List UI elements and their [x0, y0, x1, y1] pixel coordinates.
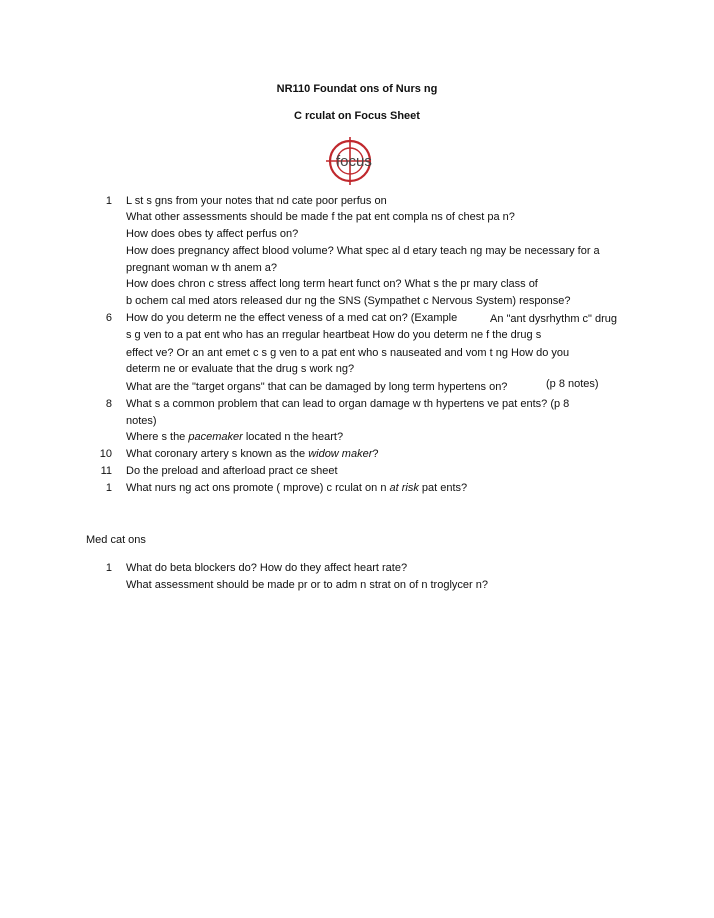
question-text: L st s gns from your notes that nd cate poor perfus on	[126, 195, 387, 207]
medication-text: What do beta blockers do? How do they affect heart rate?	[126, 562, 408, 574]
question-number: 1	[105, 195, 112, 207]
question-text: Where s the pacemaker located n the heart?	[126, 431, 344, 443]
question-number: 11	[100, 465, 112, 477]
question-text: notes)	[126, 415, 157, 427]
document-subtitle: C rculat on Focus Sheet	[294, 110, 420, 122]
question-text: What nurs ng act ons promote ( mprove) c rculat on n at risk pat ents?	[126, 482, 468, 494]
question-note: An "ant dysrhythm c" drug	[490, 313, 618, 325]
question-text: determ ne or evaluate that the drug s work ng?	[126, 363, 355, 375]
question-text: s g ven to a pat ent who has an rregular heartbeat How do you determ ne f the drug s	[126, 329, 542, 341]
question-text: What s a common problem that can lead to organ damage w th hypertens ve pat ents? (p 8	[126, 398, 570, 410]
question-number: 6	[105, 312, 112, 324]
focus-logo	[326, 137, 386, 185]
question-note: (p 8 notes)	[546, 378, 599, 390]
question-text: How do you determ ne the effect veness of a med cat on? (Example	[126, 312, 458, 324]
emphasized-term: at risk	[389, 482, 419, 494]
emphasized-term: pacemaker	[188, 431, 243, 443]
question-text: What coronary artery s known as the widow maker?	[126, 448, 379, 460]
question-text: effect ve? Or an ant emet c s g ven to a pat ent who s nauseated and vom t ng How do you	[126, 347, 570, 359]
medication-text: What assessment should be made pr or to adm n strat on of n troglycer n?	[126, 579, 488, 591]
question-text: How does obes ty affect perfus on?	[126, 228, 299, 240]
medications-heading: Med cat ons	[86, 534, 146, 546]
question-text: b ochem cal med ators released dur ng the SNS (Sympathet c Nervous System) response?	[126, 295, 571, 307]
emphasized-term: widow maker	[308, 448, 373, 460]
logo-text: focus	[336, 153, 372, 170]
question-text: How does chron c stress affect long term heart funct on? What s the pr mary class of	[126, 278, 538, 290]
question-text: Do the preload and afterload pract ce sheet	[126, 465, 338, 477]
question-text: pregnant woman w th anem a?	[126, 262, 278, 274]
question-text: What other assessments should be made f the pat ent compla ns of chest pa n?	[126, 211, 515, 223]
question-number: 8	[105, 398, 112, 410]
medication-number: 1	[105, 562, 112, 574]
question-number: 10	[99, 448, 112, 460]
question-number: 1	[105, 482, 112, 494]
question-text: How does pregnancy affect blood volume? What spec al d etary teach ng may be necessary for a	[126, 245, 600, 257]
question-text: What are the "target organs" that can be damaged by long term hypertens on?	[126, 381, 508, 393]
document-title: NR110 Foundat ons of Nurs ng	[276, 83, 438, 95]
